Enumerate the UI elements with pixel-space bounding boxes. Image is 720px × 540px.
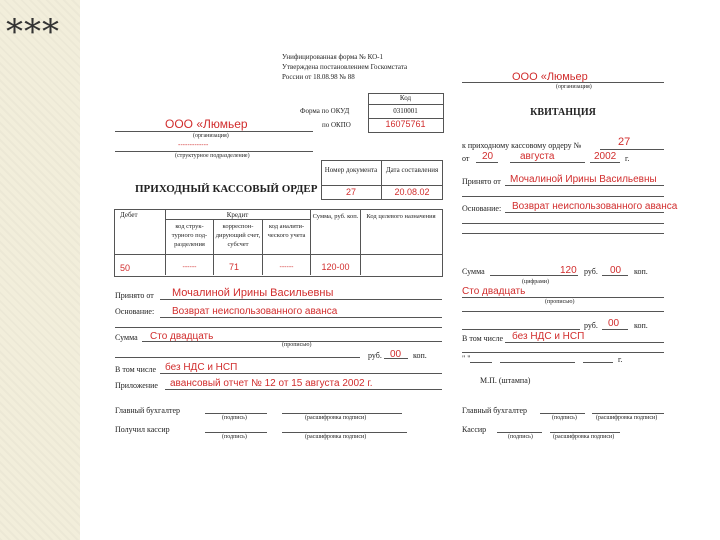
receipt-cashier-signature-caption: (подпись) <box>508 434 533 440</box>
stars-decoration: *** <box>6 12 60 52</box>
sum-words-value: Сто двадцать <box>150 331 214 342</box>
cashier-signature-caption: (подпись) <box>222 434 247 440</box>
receipt-chief-decoding-caption: (расшифровка подписи) <box>596 415 658 421</box>
doc-date-label: Дата составления <box>385 166 439 174</box>
doc-number-label: Номер документа <box>324 166 378 174</box>
receipt-chief-label: Главный бухгалтер <box>462 406 527 415</box>
order-title: ПРИХОДНЫЙ КАССОВЫЙ ОРДЕР <box>135 183 318 195</box>
receipt-kop-amount: 00 <box>610 265 622 276</box>
okpo-label: по ОКПО <box>322 121 351 129</box>
receipt-date-quotes: " " <box>462 354 471 363</box>
receipt-including-value: без НДС и НСП <box>512 331 585 342</box>
okud-label: Форма по ОКУД <box>300 107 350 115</box>
division-value: ------------- <box>178 142 209 149</box>
organization-value: ООО «Люмьер <box>165 117 248 131</box>
receipt-stamp-label: М.П. (штампа) <box>480 376 531 385</box>
receipt-sum-label: Сумма <box>462 267 485 276</box>
receipt-words-value: Сто двадцать <box>462 286 526 297</box>
attachment-label: Приложение <box>115 381 158 390</box>
receipt-order-number: 27 <box>618 136 631 148</box>
okud-value: 0310001 <box>393 107 418 115</box>
division-caption: (структурное подразделение) <box>175 153 250 159</box>
receipt-title: КВИТАНЦИЯ <box>530 107 596 118</box>
receipt-cashier-label: Кассир <box>462 425 487 434</box>
th-sum: Сумма, руб. коп. <box>312 213 359 220</box>
including-value: без НДС и НСП <box>165 362 238 373</box>
form-header-line1: Унифицированная форма № КО-1 <box>282 53 383 61</box>
doc-date-value: 20.08.02 <box>394 187 430 197</box>
receipt-from-label: от <box>462 154 470 163</box>
th-credit-sub3: код аналити- ческого учета <box>267 223 306 239</box>
receipt-cashier-decoding-caption: (расшифровка подписи) <box>553 434 615 440</box>
receipt-kop2-label: коп. <box>634 321 648 330</box>
receipt-year: 2002 <box>594 151 617 162</box>
organization-caption: (организация) <box>193 133 229 139</box>
received-label: Принято от <box>115 291 154 300</box>
th-debit: Дебет <box>120 211 138 219</box>
sum-label: Сумма <box>115 333 138 342</box>
cell-sum: 120-00 <box>321 262 350 272</box>
cell-sub3: ------ <box>279 264 294 271</box>
receipt-basis-label: Основание: <box>462 204 502 213</box>
kop-value: 00 <box>390 349 402 360</box>
receipt-date-year-suffix: г. <box>618 355 623 364</box>
receipt-digits-caption: (цифрами) <box>522 279 549 285</box>
cell-sub1: ------ <box>182 264 197 271</box>
kod-label: Код <box>399 94 412 102</box>
cashier-decoding-caption: (расшифровка подписи) <box>305 434 367 440</box>
receipt-order-label: к приходному кассовому ордеру № <box>462 141 582 150</box>
attachment-value: авансовый отчет № 12 от 15 августа 2002 г. <box>170 378 373 389</box>
receipt-basis-value: Возврат неиспользованного аванса <box>512 201 678 212</box>
cell-sub2: 71 <box>228 262 239 272</box>
receipt-year-suffix: г. <box>625 154 630 163</box>
cell-debit: 50 <box>120 263 131 273</box>
sum-words-caption: (прописью) <box>282 342 312 348</box>
received-value: Мочалиной Ирины Васильевны <box>172 287 334 299</box>
receipt-received-value: Мочалиной Ирины Васильевны <box>510 174 657 185</box>
basis-value: Возврат неиспользованного аванса <box>172 306 338 317</box>
receipt-rub-amount: 120 <box>560 265 577 276</box>
chief-label: Главный бухгалтер <box>115 406 180 415</box>
including-label: В том числе <box>115 365 157 374</box>
receipt-month: августа <box>520 151 555 162</box>
form-header-line2: Утверждена постановлением Госкомстата <box>282 63 408 71</box>
th-credit-sub2: корреспон- дирующий счет, субсчет <box>215 223 261 248</box>
chief-decoding-caption: (расшифровка подписи) <box>305 415 367 421</box>
receipt-day: 20 <box>482 151 494 162</box>
th-credit-sub1: код струк- турного под- разделения <box>171 223 208 248</box>
receipt-words-caption: (прописью) <box>545 299 575 305</box>
cashier-label: Получил кассир <box>115 425 170 434</box>
kop-label: коп. <box>413 351 427 360</box>
decorative-sidebar <box>0 0 80 540</box>
receipt-rub2-label: руб. <box>584 321 598 330</box>
th-credit: Кредит <box>226 211 249 219</box>
basis-label: Основание: <box>115 307 155 316</box>
receipt-kop2-amount: 00 <box>608 318 620 329</box>
receipt-kop-label: коп. <box>634 267 648 276</box>
receipt-rub-label: руб. <box>584 267 598 276</box>
receipt-chief-signature-caption: (подпись) <box>552 415 577 421</box>
receipt-org-caption: (организация) <box>556 84 592 90</box>
rub-label: руб. <box>368 351 382 360</box>
receipt-org-value: ООО «Люмьер <box>512 71 588 83</box>
receipt-including-label: В том числе <box>462 334 504 343</box>
receipt-received-label: Принято от <box>462 177 501 186</box>
doc-number-value: 27 <box>345 187 356 197</box>
okpo-value: 16075761 <box>385 119 426 129</box>
form-header-line3: России от 18.08.98 № 88 <box>282 73 355 81</box>
th-purpose: Код целевого назначения <box>366 213 436 220</box>
chief-signature-caption: (подпись) <box>222 415 247 421</box>
